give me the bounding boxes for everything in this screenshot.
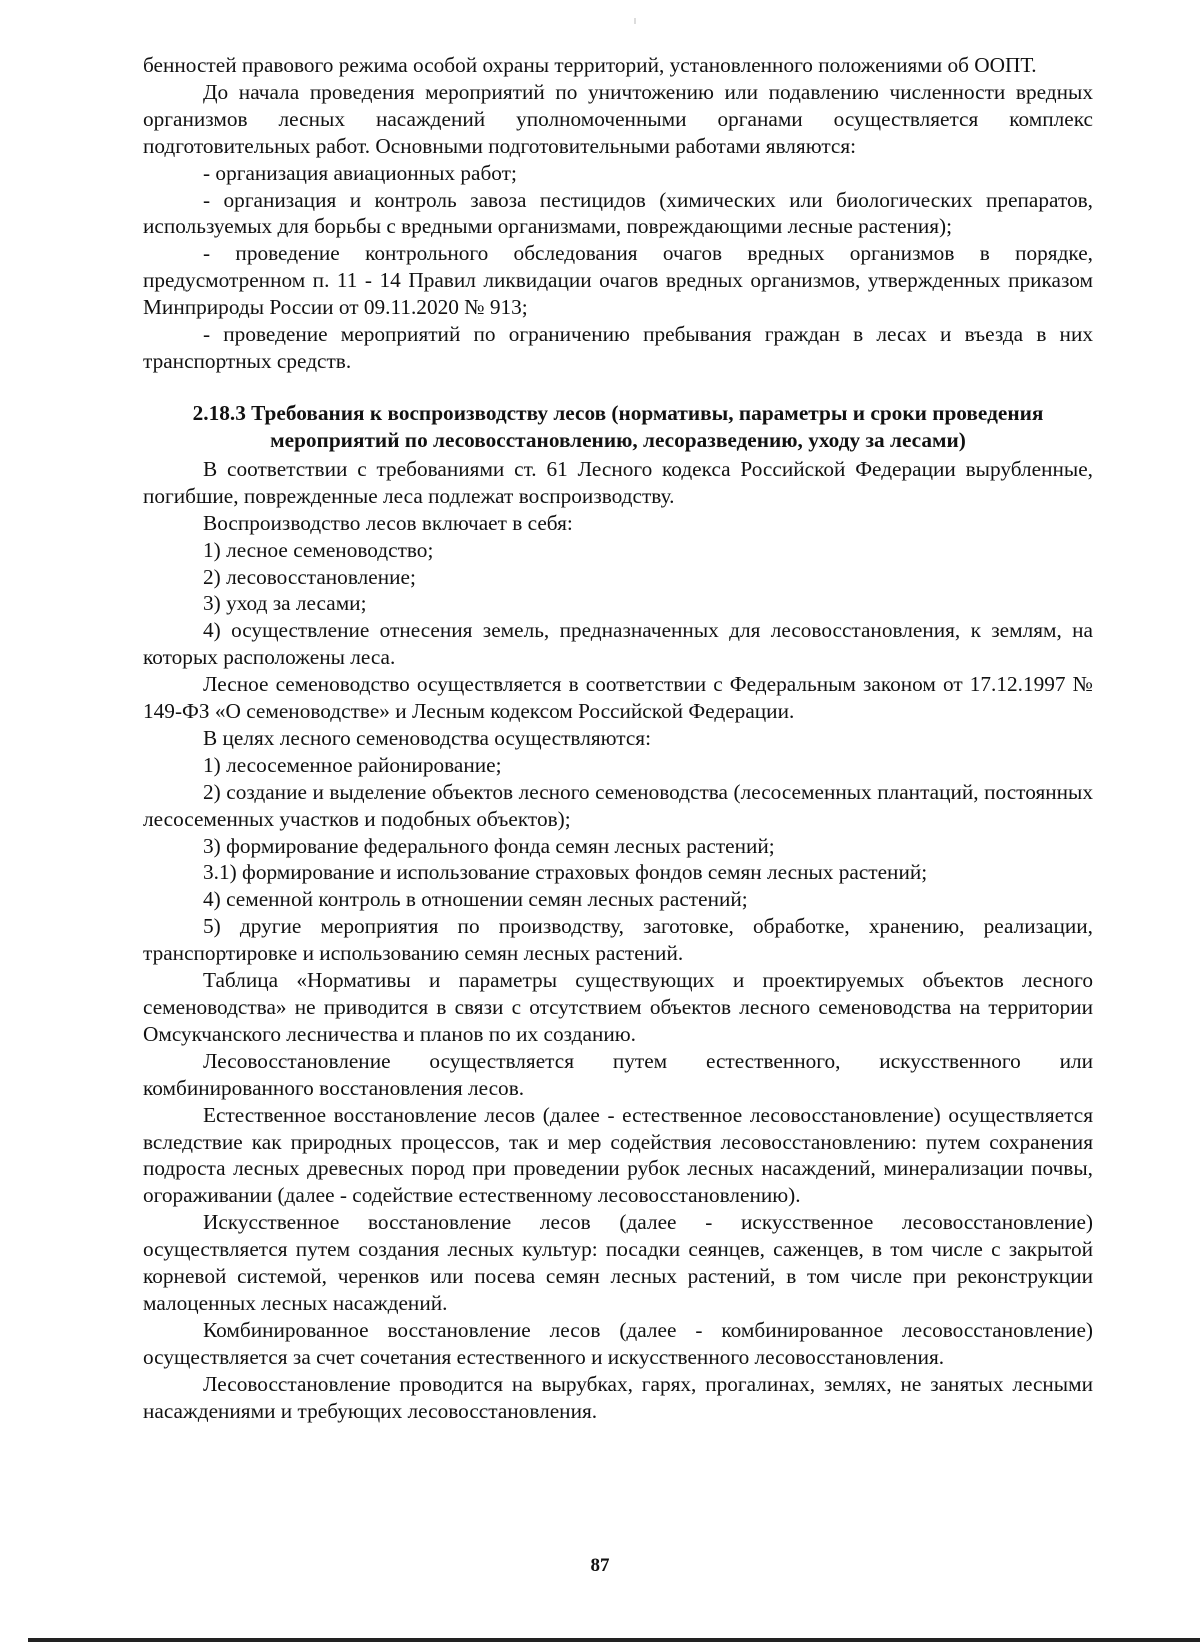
section-heading-line: мероприятий по лесовосстановлению, лесоразведению, уходу за лесами): [270, 427, 966, 452]
list-item: 1) лесное семеноводство;: [203, 537, 434, 562]
list-item: 2) создание и выделение объектов лесного семеноводства (лесосеменных плантаций, постоянных лесосеменных участков и подобных объектов);: [143, 779, 1093, 831]
list-item: 4) осуществление отнесения земель, предназначенных для лесовосстановления, к землям, на которых расположены леса.: [143, 618, 1093, 670]
scan-artifact: [634, 18, 636, 24]
page-number: 87: [590, 1555, 610, 1576]
paragraph: Комбинированное восстановление лесов (далее - комбинированное лесовосстановление) осуществляется за счет сочетания естественного и искусственного лесовосстановления.: [143, 1317, 1093, 1369]
list-item: - организация и контроль завоза пестицидов (химических или биологических препаратов, используемых для борьбы с вредными организмами, повреждающими лесные растения);: [143, 187, 1093, 239]
list-item: 5) другие мероприятия по производству, заготовке, обработке, хранению, реализации, транспортировке и использованию семян лесных растений.: [143, 914, 1093, 966]
paragraph: Лесное семеноводство осуществляется в соответствии с Федеральным законом от 17.12.1997 № 149-ФЗ «О семеноводстве» и Лесным кодексом Российской Федерации.: [143, 672, 1093, 724]
paragraph: Лесовосстановление проводится на вырубках, гарях, прогалинах, землях, не занятых лесными насаждениями и требующих лесовосстановления.: [143, 1371, 1093, 1423]
list-item: 3.1) формирование и использование страховых фондов семян лесных растений;: [203, 860, 928, 885]
bottom-rule: [28, 1638, 1200, 1642]
document-body: [143, 52, 1093, 1425]
list-item: 2) лесовосстановление;: [203, 564, 416, 589]
paragraph: Воспроизводство лесов включает в себя:: [203, 510, 573, 535]
paragraph-continued: бенностей правового режима особой охраны территорий, установленного положениями об ООПТ.: [143, 53, 1037, 77]
list-item: - проведение мероприятий по ограничению пребывания граждан в лесах и въезда в них транспортных средств.: [143, 322, 1093, 373]
list-item: 3) уход за лесами;: [203, 591, 367, 616]
list-item: 1) лесосеменное районирование;: [203, 752, 502, 777]
section-heading-line: 2.18.3 Требования к воспроизводству лесов (нормативы, параметры и сроки проведения: [192, 400, 1044, 425]
paragraph: До начала проведения мероприятий по уничтожению или подавлению численности вредных организмов лесных насаждений уполномоченными органами осуществляется комплекс подготовительных работ. Основными подготовительными работами являются:: [143, 79, 1093, 158]
list-item: 4) семенной контроль в отношении семян лесных растений;: [203, 887, 748, 912]
section-heading: [143, 400, 1093, 454]
paragraph: Естественное восстановление лесов (далее - естественное лесовосстановление) осуществляется вследствие как природных процессов, так и мер содействия лесовосстановлению: путем сохранения подроста лесных древесных пород при проведении рубок лесных насаждений, минерализации почвы, огораживании (далее - содействие естественному лесовосстановлению).: [143, 1102, 1093, 1208]
list-item: 3) формирование федерального фонда семян лесных растений;: [203, 833, 775, 858]
paragraph: Лесовосстановление осуществляется путем естественного, искусственного или комбинированного восстановления лесов.: [143, 1048, 1093, 1100]
paragraph: В целях лесного семеноводства осуществляются:: [203, 725, 651, 750]
paragraph: Искусственное восстановление лесов (далее - искусственное лесовосстановление) осуществляется путем создания лесных культур: посадки сеянцев, саженцев, в том числе с закрытой корневой системой, черенков или посева семян лесных растений, в том числе при реконструкции малоценных лесных насаждений.: [143, 1210, 1093, 1315]
paragraph: В соответствии с требованиями ст. 61 Лесного кодекса Российской Федерации вырубленные, погибшие, поврежденные леса подлежат воспроизводству.: [143, 456, 1093, 508]
paragraph: Таблица «Нормативы и параметры существующих и проектируемых объектов лесного семеноводства» не приводится в связи с отсутствием объектов лесного семеноводства на территории Омсукчанского лесничества и планов по их созданию.: [143, 968, 1093, 1046]
list-item: - проведение контрольного обследования очагов вредных организмов в порядке, предусмотренном п. 11 - 14 Правил ликвидации очагов вредных организмов, утвержденных приказом Минприроды России от 09.11.2020 № 913;: [143, 241, 1093, 320]
list-item: - организация авиационных работ;: [203, 160, 517, 185]
